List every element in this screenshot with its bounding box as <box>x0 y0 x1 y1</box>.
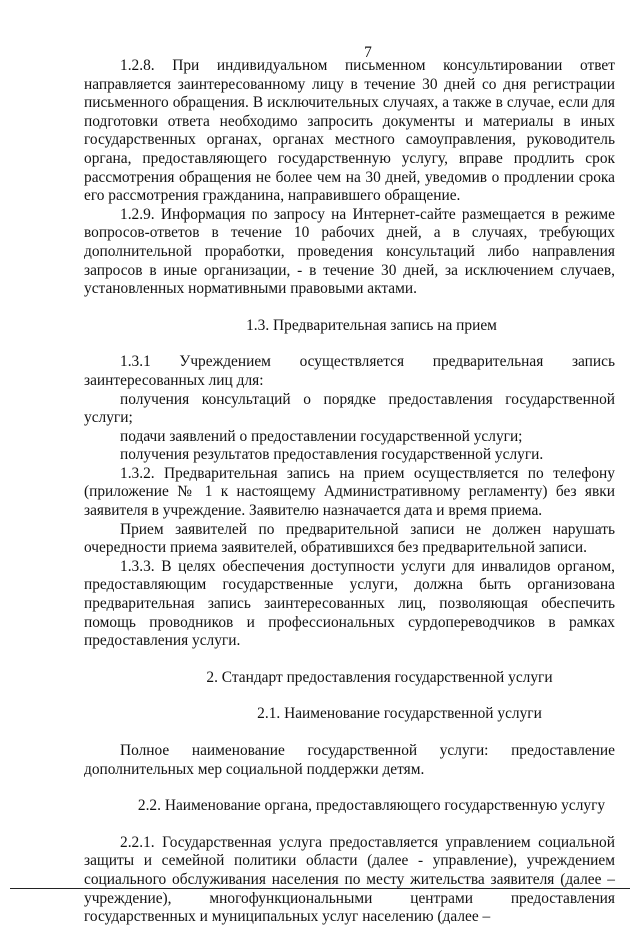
paragraph-consultations: получения консультаций о порядке предоставления государственной услуги; <box>84 390 615 427</box>
heading-2-2: 2.2. Наименование органа, предоставляющего государственную услугу <box>137 797 606 815</box>
paragraph-reception-order: Прием заявителей по предварительной записи не должен нарушать очередности приема заявителей, обратившихся без предварительной записи. <box>84 520 615 557</box>
paragraph-1-2-8: 1.2.8. При индивидуальном письменном консультировании ответ направляется заинтересованному лицу в течение 30 дней со дня регистрации письменного обращения. В исключительных случаях, а также в случае, если для подготовки ответа необходимо запросить документы и материалы в иных государственных органах, органах местного самоуправления, руководитель органа, предоставляющего государственную услугу, вправе продлить срок рассмотрения обращения не более чем на 30 дней, уведомив о продлении срока его рассмотрения гражданина, направившего обращение. <box>84 57 615 205</box>
heading-2: 2. Стандарт предоставления государственной услуги <box>206 668 553 686</box>
heading-1-3: 1.3. Предварительная запись на прием <box>246 316 497 334</box>
paragraph-2-2-1: 2.2.1. Государственная услуга предоставляется управлением социальной защиты и семейной политики области (далее - управление), учреждением социального обслуживания населения по месту жительства заявителя (далее – учреждение), многофункциональными центрами предоставления государственных и муниципальных услуг населению (далее – <box>84 833 615 926</box>
paragraph-applications: подачи заявлений о предоставлении государственной услуги; <box>120 427 523 445</box>
document-body <box>84 57 615 927</box>
bottom-rule <box>10 888 630 889</box>
paragraph-1-3-1: 1.3.1 Учреждением осуществляется предварительная запись заинтересованных лиц для: <box>84 353 615 389</box>
paragraph-1-2-9: 1.2.9. Информация по запросу на Интернет-сайте размещается в режиме вопросов-ответов в течение 10 рабочих дней, а в случаях, требующих дополнительной проработки, проведения консультаций либо направления запросов в иные организации, - в течение 30 дней, за исключением случаев, установленных нормативными правовыми актами. <box>84 205 615 298</box>
paragraph-results: получения результатов предоставления государственной услуги. <box>120 446 544 464</box>
paragraph-1-3-3: 1.3.3. В целях обеспечения доступности услуги для инвалидов органом, предоставляющим государственные услуги, должна быть организована предварительная запись заинтересованных лиц, позволяющая обеспечить помощь проводников и профессиональных сурдопереводчиков в рамках предоставления услуги. <box>84 557 615 650</box>
page-number: 7 <box>364 44 372 61</box>
paragraph-2-1: Полное наименование государственной услуги: предоставление дополнительных мер социальной поддержки детям. <box>84 742 615 778</box>
paragraph-1-3-2: 1.3.2. Предварительная запись на прием осуществляется по телефону (приложение № 1 к настоящему Административному регламенту) без явки заявителя в учреждение. Заявителю назначается дата и время приема. <box>84 464 615 520</box>
heading-2-1: 2.1. Наименование государственной услуги <box>257 705 542 723</box>
